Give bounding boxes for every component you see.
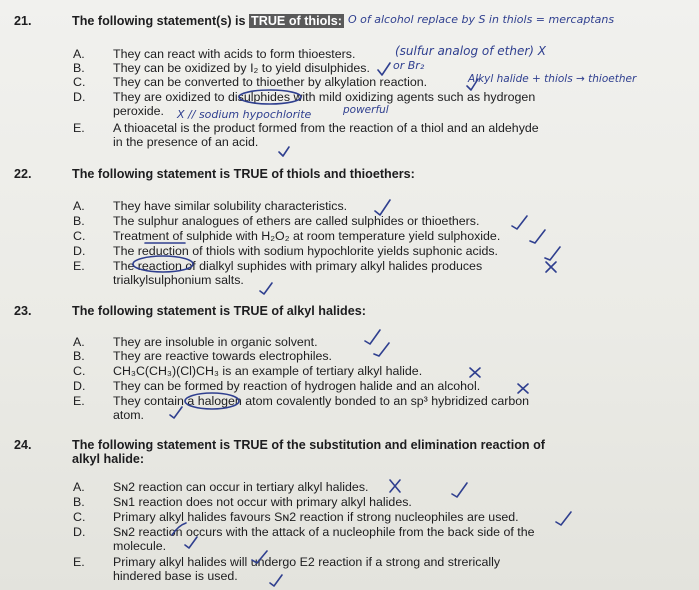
- question-text: The following statement is TRUE of thiols and thioethers:: [72, 167, 415, 181]
- handwritten-note-q21-d2: powerful: [343, 104, 389, 116]
- question-number: 24.: [14, 438, 32, 452]
- question-23: 23. The following statement is TRUE of alkyl halides: A. They are insoluble in organic solvent. B. They are reactive towards electrophiles. C. CH₃C(CH₃)(Cl)CH₃ is an example of tertiary alkyl halide. D. They can be formed by reaction of hydrogen halide and an alcohol. E. They contain a halogen atom covalently bonded to an sp³ hybridized carbon atom.: [14, 304, 530, 422]
- handwritten-note-q21-a: (sulfur analog of ether) X: [395, 44, 546, 58]
- question-text: The following statement is TRUE of the substitution and elimination reaction of alkyl halide:: [72, 438, 545, 466]
- handwritten-note-q21-header: O of alcohol replace by S in thiols = mercaptans: [348, 13, 615, 26]
- question-number: 22.: [14, 167, 32, 181]
- question-number: 21.: [14, 14, 32, 28]
- question-22: 22. The following statement is TRUE of thiols and thioethers: A. They have similar solubility characteristics. B. The sulphur analogues of ethers are called sulphides or thioethers. C. Treatment of sulphide with H₂O₂ at room temperature yield sulphoxide. D. The reduction of thiols with sodium hypochlorite yields suphonic acids. E. The reaction of dialkyl suphides with primary alkyl halides produces trialkylsulphonium salts.: [14, 167, 501, 287]
- handwritten-note-q21-b: or Br₂: [393, 59, 425, 72]
- question-number: 23.: [14, 304, 32, 318]
- question-text: The following statement(s) is TRUE of thiols:: [72, 14, 342, 28]
- question-text: The following statement is TRUE of alkyl halides:: [72, 304, 366, 318]
- question-24: 24. The following statement is TRUE of the substitution and elimination reaction of alkyl halide: A. Sɴ2 reaction can occur in tertiary alkyl halides. B. Sɴ1 reaction does not occur with primary alkyl halides. C. Primary alkyl halides favours Sɴ2 reaction if strong nucleophiles are used. D. Sɴ2 reaction occurs with the attack of a nucleophile from the back side of the molecule. E. Primary alkyl halides will undergo E2 reaction if a strong and strerically hindered base is used.: [14, 438, 684, 588]
- handwritten-note-q21-d1: X // sodium hypochlorite: [177, 108, 312, 121]
- question-21: 21. The following statement(s) is TRUE of thiols: A. They can react with acids to form thioesters. B. They can be oxidized by I₂ to yield disulphides. C. They can be converted to thioether by alkylation reaction. D. They are oxidized to disulphides with mild oxidizing agents such as hydrogen peroxide. E. A thioacetal is the product formed from the reaction of a thiol and an aldehyde in the presence of an acid.: [14, 14, 539, 149]
- highlighted-text: TRUE of thiols:: [251, 14, 342, 28]
- handwritten-note-q21-c: Alkyl halide + thiols → thioether: [468, 73, 637, 85]
